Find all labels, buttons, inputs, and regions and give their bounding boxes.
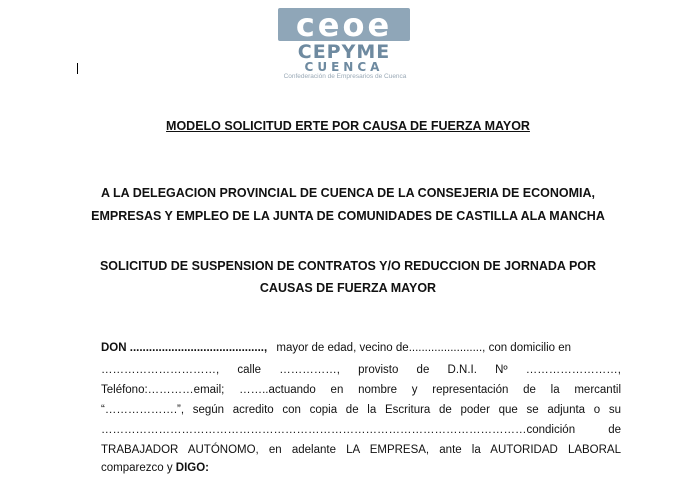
logo-subtitle: Confederación de Empresarios de Cuenca xyxy=(283,73,407,80)
text-cursor xyxy=(77,63,78,74)
document-title xyxy=(0,119,696,133)
body-line-1 xyxy=(101,342,621,354)
body-line-4: “……………….”, según acredito con copia de la Escritura de poder que se adjunta o su xyxy=(101,404,621,416)
body-line-7 xyxy=(101,462,621,474)
addressee-line-1: A LA DELEGACION PROVINCIAL DE CUENCA DE LA CONSEJERIA DE ECONOMIA, xyxy=(100,186,596,200)
don-label: DON xyxy=(101,342,127,354)
request-line-2: CAUSAS DE FUERZA MAYOR xyxy=(259,281,437,295)
logo-cepyme-text: CEPYME xyxy=(297,41,391,63)
logo-cuenca-text: CUENCA xyxy=(304,60,384,74)
body-line-7-text: comparezco y xyxy=(101,462,176,474)
don-dots: .........................................., xyxy=(129,342,268,354)
addressee-line-2: EMPRESAS Y EMPLEO DE LA JUNTA DE COMUNIDADES DE CASTILLA ALA MANCHA xyxy=(91,209,605,223)
document-title-text: MODELO SOLICITUD ERTE POR CAUSA DE FUERZA MAYOR xyxy=(166,119,530,133)
body-line-3: Teléfono:…………email; ……..actuando en nombre y representación de la mercantil xyxy=(101,384,621,396)
logo-ceoe-text: ceoe xyxy=(295,6,393,44)
request-line-1: SOLICITUD DE SUSPENSION DE CONTRATOS Y/O REDUCCION DE JORNADA POR xyxy=(99,259,597,273)
body-line-6: TRABAJADOR AUTÓNOMO, en adelante LA EMPRESA, ante la AUTORIDAD LABORAL xyxy=(101,444,621,456)
body-line-2: …………………………, calle ……………, provisto de D.N.I. Nº ……………………, xyxy=(101,364,621,376)
body-line-5: …………………………………………………………………………………………………condición de xyxy=(101,424,621,436)
digo-label: DIGO: xyxy=(175,462,210,474)
logo-ceoe-box xyxy=(278,6,410,44)
body-line-1-rest: mayor de edad, vecino de......................., con domicilio en xyxy=(276,342,572,354)
ceoe-cepyme-logo xyxy=(270,5,420,80)
